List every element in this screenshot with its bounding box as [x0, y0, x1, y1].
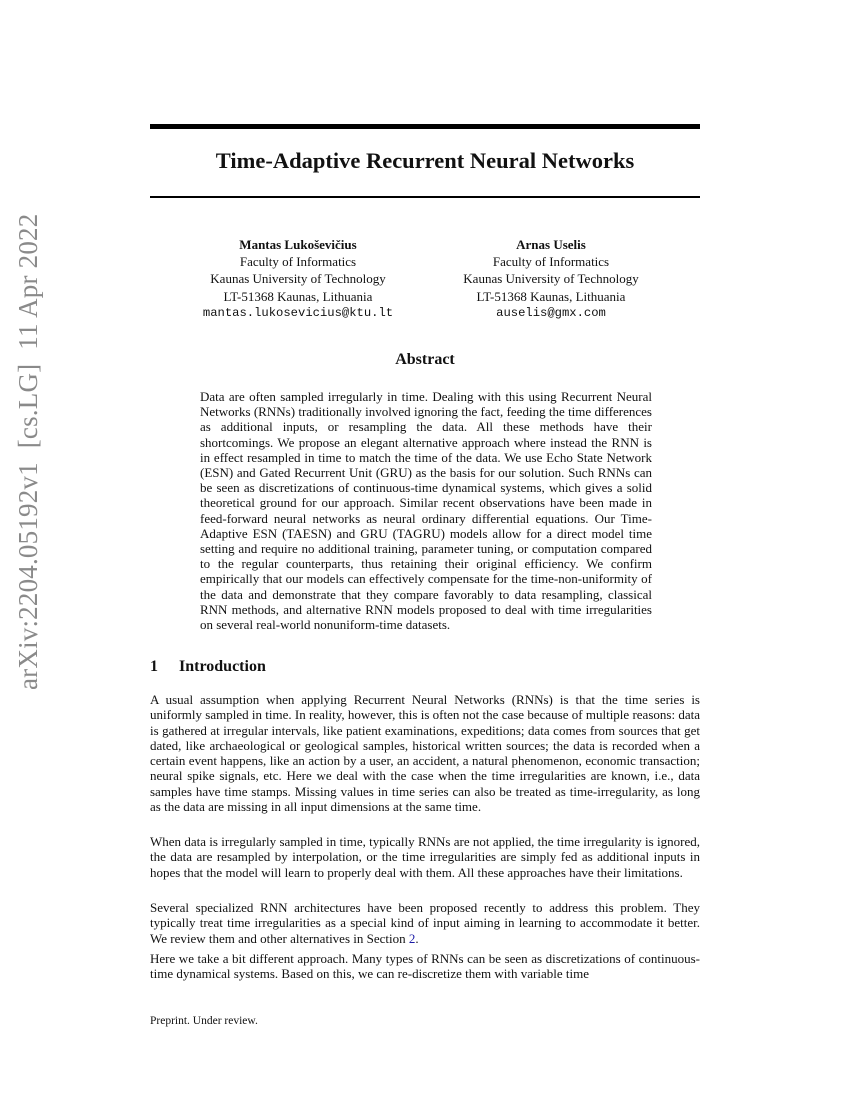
author-name: Arnas Uselis: [516, 237, 586, 252]
author-block-2: [421, 236, 681, 322]
section-reference-link[interactable]: 2: [408, 930, 416, 946]
author-address: LT-51368 Kaunas, Lithuania: [223, 288, 373, 304]
paragraph-text: .: [415, 930, 419, 946]
paper-title: Time-Adaptive Recurrent Neural Networks: [215, 148, 635, 173]
author-email: mantas.lukosevicius@ktu.lt: [202, 305, 394, 320]
section-title: Introduction: [179, 658, 266, 675]
author-block-1: [168, 236, 428, 322]
author-department: Faculty of Informatics: [492, 254, 610, 270]
author-department: Faculty of Informatics: [239, 254, 357, 270]
intro-paragraph-1: A usual assumption when applying Recurrent Neural Networks (RNNs) is that the time series is uniformly sampled in time. In reality, however, this is often not the case because of multiple reasons: data is gathered at irregular intervals, like patient examinations, expeditions; data comes from sources that get dated, like archaeological or geological samples, historical written sources; the data is recorded when a certain event happens, like an action by a user, an accident, a natural phenomenon, economic transaction; neural spike signals, etc. Here we deal with the case when the time irregularities are known, i.e., data samples have time stamps. Missing values in time series can also be treated as time-irregularity, as long as the data are missing in all input dimensions at the same time.: [150, 692, 700, 815]
intro-paragraph-4: Here we take a bit different approach. Many types of RNNs can be seen as discretizations of continuous-time dynamical systems. Based on this, we can re-discretize them with variable time: [150, 951, 700, 982]
author-name: Mantas Lukoševičius: [239, 237, 357, 252]
footer-note: Preprint. Under review.: [150, 1015, 258, 1027]
section-heading-introduction: [150, 657, 266, 677]
intro-paragraph-3: [150, 900, 700, 946]
author-email: auselis@gmx.com: [496, 305, 606, 320]
author-address: LT-51368 Kaunas, Lithuania: [476, 288, 626, 304]
author-institution: Kaunas University of Technology: [463, 271, 639, 287]
paragraph-text: Several specialized RNN architectures have been proposed recently to address this problem. They typically treat time irregularities as a special kind of input aiming in learning to accommodate it better. We review them and other alternatives in Section: [150, 900, 700, 946]
title-top-rule: [150, 124, 700, 129]
title-bottom-rule: [150, 196, 700, 198]
intro-paragraph-2: When data is irregularly sampled in time, typically RNNs are not applied, the time irregularity is ignored, the data are resampled by interpolation, or the time irregularities are simply fed as additional inputs in hopes that the model will learn to properly deal with them. All these approaches have their limitations.: [150, 834, 700, 880]
abstract-text: Data are often sampled irregularly in time. Dealing with this using Recurrent Neural Networks (RNNs) traditionally involved ignoring the fact, feeding the time differences as additional inputs, or resampling the data. All these methods have their shortcomings. We propose an elegant alternative approach where instead the RNN is in effect resampled in time to match the time of the data. We use Echo State Network (ESN) and Gated Recurrent Unit (GRU) as the basis for our solution. Such RNNs can be seen as discretizations of continuous-time dynamical systems, which gives a solid theoretical ground for our approach. Similar recent observations have been made in feed-forward neural networks as neural ordinary differential equations. Our Time-Adaptive ESN (TAESN) and GRU (TAGRU) models allow for a direct model time setting and require no additional training, parameter tuning, or computation compared to the regular counterparts, thus retaining their original efficiency. We confirm empirically that our models can effectively compensate for the time-non-uniformity of the data and demonstrate that they compare favorably to data resampling, classical RNN methods, and alternative RNN models proposed to deal with time irregularities on several real-world nonuniform-time datasets.: [200, 389, 652, 633]
section-number: 1: [150, 658, 158, 675]
author-institution: Kaunas University of Technology: [210, 271, 386, 287]
abstract-heading: Abstract: [395, 351, 455, 368]
arxiv-identifier-stamp: arXiv:2204.05192v1 [cs.LG] 11 Apr 2022: [13, 213, 43, 690]
